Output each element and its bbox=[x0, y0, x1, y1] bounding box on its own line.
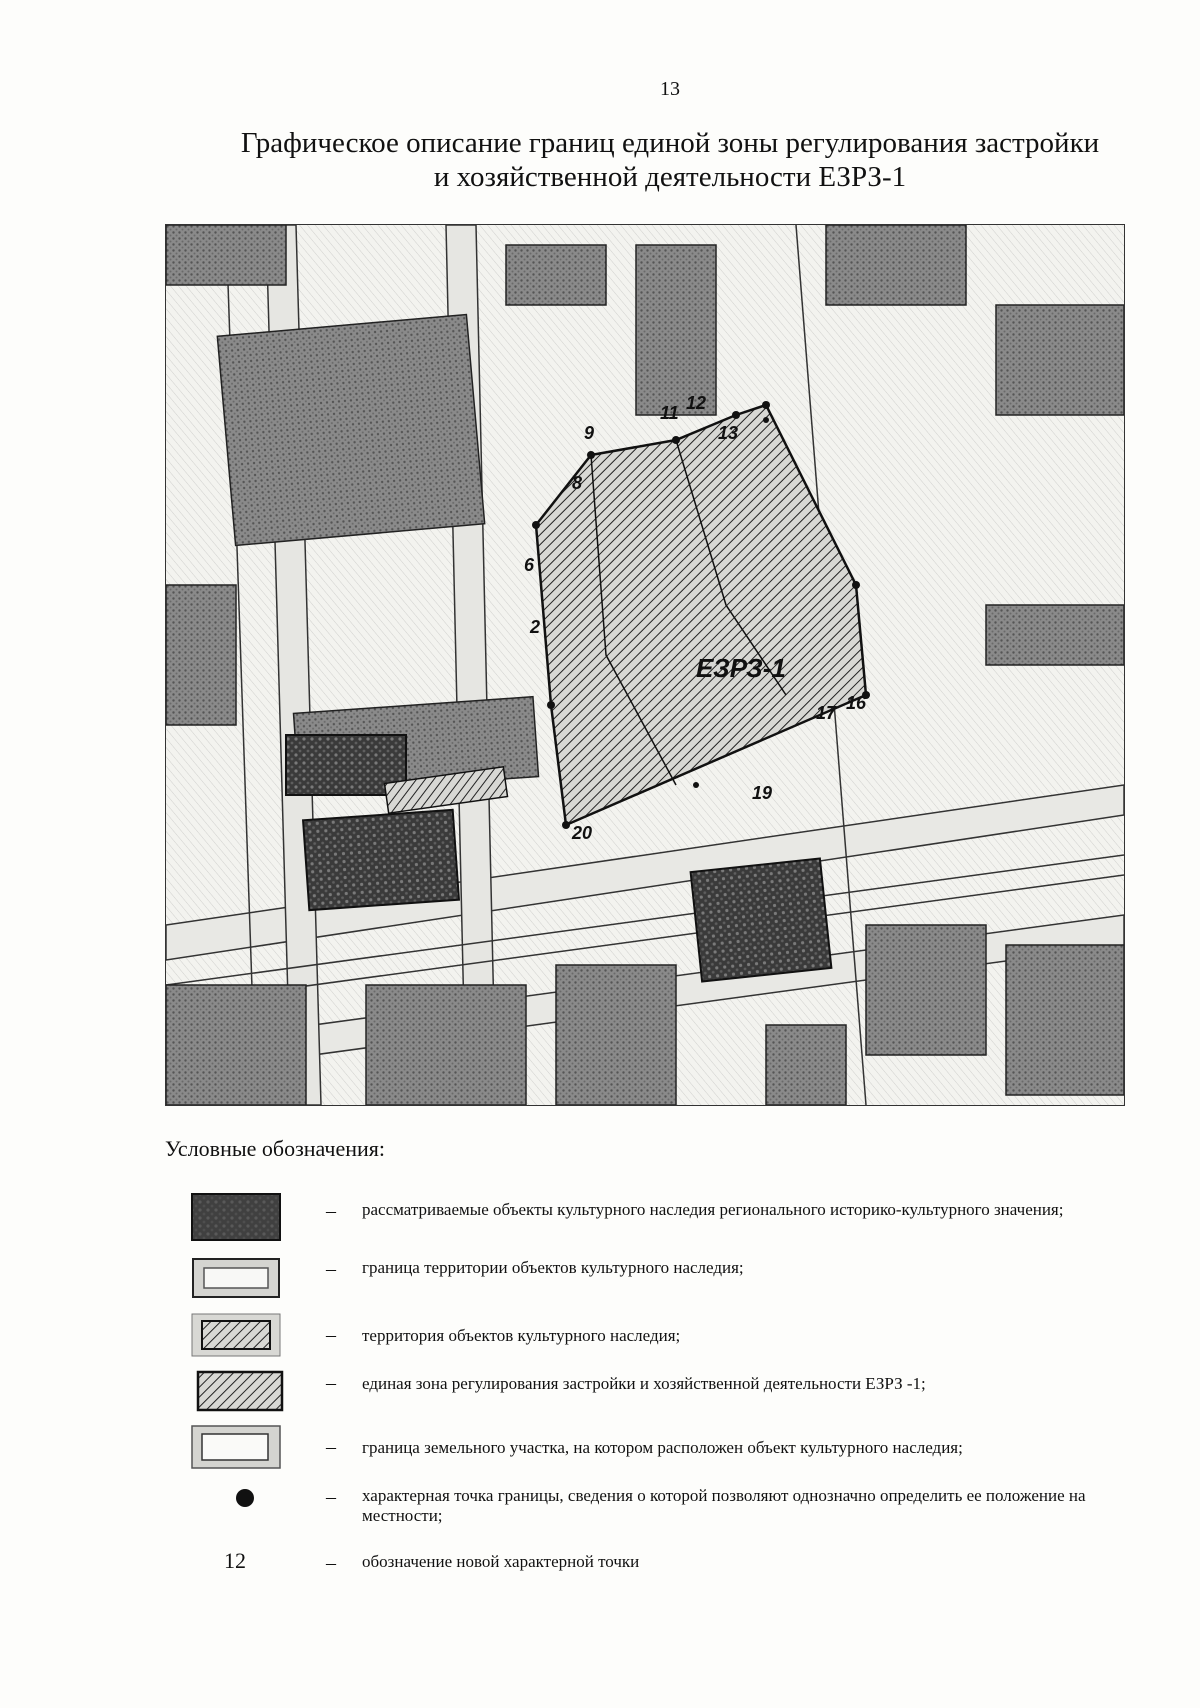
point-label: 2 bbox=[530, 617, 541, 637]
point-label: 17 bbox=[816, 703, 837, 723]
legend-text: граница земельного участка, на котором расположен объект культурного наследия; bbox=[362, 1438, 963, 1457]
legend-dash: – bbox=[326, 1258, 336, 1280]
legend-dash: – bbox=[326, 1324, 336, 1346]
legend-text: граница территории объектов культурного наследия; bbox=[362, 1258, 744, 1277]
legend-dash: – bbox=[326, 1436, 336, 1458]
zone-label: ЕЗРЗ-1 bbox=[696, 653, 786, 683]
cadastral-map bbox=[165, 224, 1125, 1106]
title-line-2: и хозяйственной деятельности ЕЗРЗ-1 bbox=[433, 161, 907, 193]
legend-text: обозначение новой характерной точки bbox=[362, 1552, 640, 1571]
legend-dash: – bbox=[326, 1552, 336, 1574]
map-drawing bbox=[166, 225, 1124, 1105]
point-label: 13 bbox=[718, 423, 739, 443]
legend-text: единая зона регулирования застройки и хозяйственной деятельности ЕЗРЗ -1; bbox=[362, 1374, 926, 1393]
legend-symbol-dark-fill bbox=[190, 1192, 282, 1242]
legend-dash: – bbox=[326, 1486, 336, 1508]
point-label: 12 bbox=[686, 393, 707, 413]
legend-symbol-light-border bbox=[190, 1256, 282, 1300]
legend-dash: – bbox=[326, 1372, 336, 1394]
point-label: 9 bbox=[584, 423, 595, 443]
page-number: 13 bbox=[660, 78, 680, 100]
legend-symbol-hatch-border bbox=[190, 1312, 282, 1358]
legend-title: Условные обозначения: bbox=[165, 1136, 386, 1161]
legend-symbol-plot-border bbox=[190, 1424, 282, 1470]
point-label: 20 bbox=[572, 823, 593, 843]
legend-symbol-hatch-zone bbox=[196, 1370, 288, 1414]
page-title bbox=[0, 126, 1200, 194]
legend-text: характерная точка границы, сведения о которой позволяют однозначно определить ее положение на местности; bbox=[362, 1486, 1086, 1525]
legend-text: территория объектов культурного наследия; bbox=[362, 1326, 681, 1345]
legend-dash: – bbox=[326, 1200, 336, 1222]
point-label: 16 bbox=[846, 693, 867, 713]
legend-text: рассматриваемые объекты культурного наследия регионального историко-культурного значения; bbox=[362, 1200, 1064, 1219]
point-label: 8 bbox=[572, 473, 583, 493]
legend-symbol-number: 12 bbox=[224, 1548, 246, 1573]
point-label: 19 bbox=[752, 783, 773, 803]
legend-symbol-dot bbox=[233, 1486, 257, 1510]
point-label: 6 bbox=[524, 555, 535, 575]
title-line-1: Графическое описание границ единой зоны регулирования застройки bbox=[240, 127, 1100, 159]
point-label: 11 bbox=[660, 403, 679, 423]
